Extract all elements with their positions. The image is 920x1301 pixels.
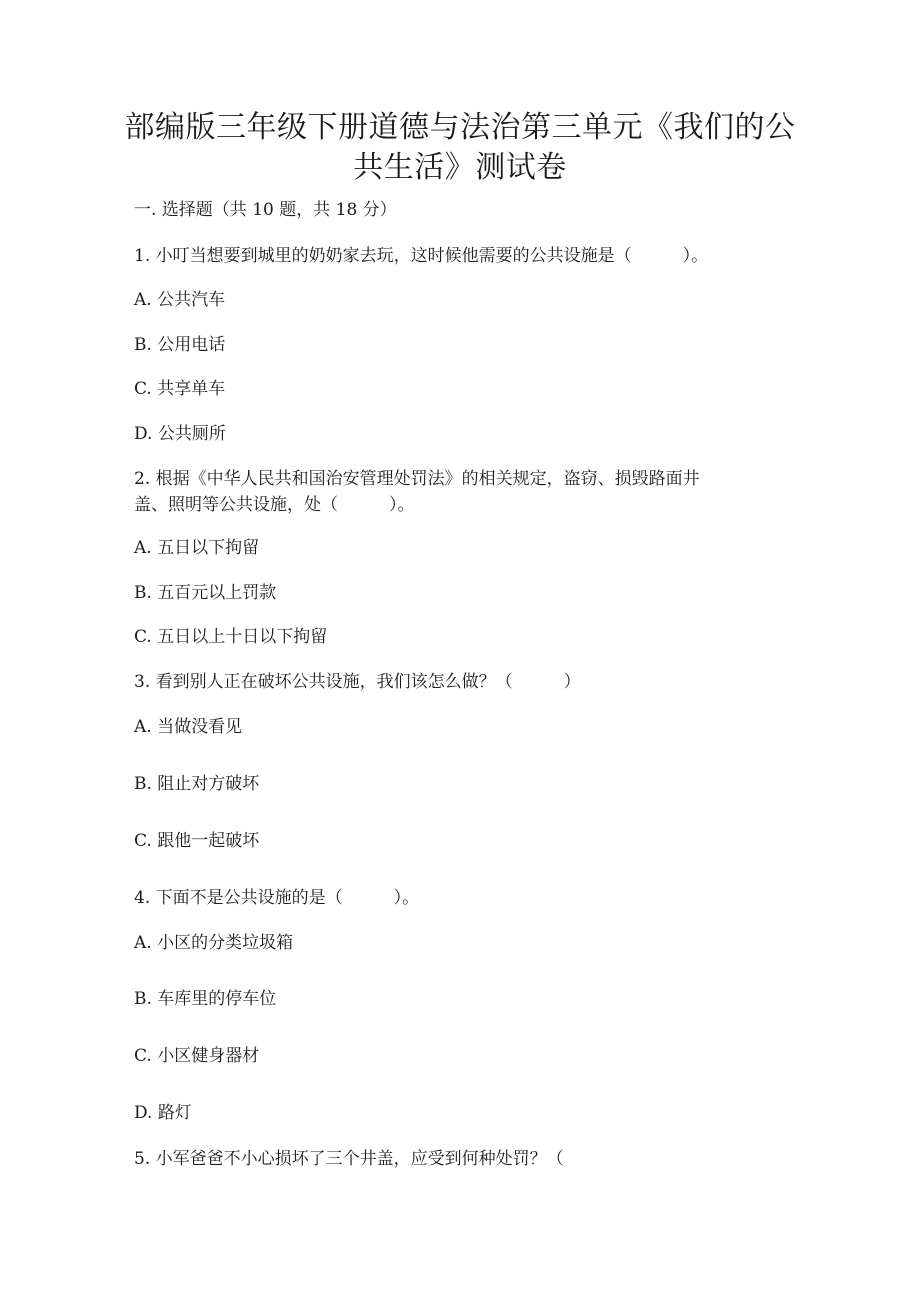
question-1-option-b: B. 公用电话 xyxy=(134,335,226,355)
question-4-option-c: C. 小区健身器材 xyxy=(134,1046,260,1066)
question-1-stem: 1. 小叮当想要到城里的奶奶家去玩，这时候他需要的公共设施是（ ）。 xyxy=(134,246,709,266)
title-line-1: 部编版三年级下册道德与法治第三单元《我们的公 xyxy=(124,110,796,145)
page-title xyxy=(90,108,830,188)
section-heading: 一. 选择题（共 10 题，共 18 分） xyxy=(134,200,397,220)
question-2-stem-line-2: 盖、照明等公共设施，处（ ）。 xyxy=(134,495,415,515)
question-4-stem: 4. 下面不是公共设施的是（ ）。 xyxy=(134,888,420,908)
question-5-stem: 5. 小军爸爸不小心损坏了三个井盖，应受到何种处罚？（ xyxy=(134,1149,564,1169)
question-3-option-c: C. 跟他一起破坏 xyxy=(134,831,260,851)
question-4-option-d: D. 路灯 xyxy=(134,1103,192,1123)
title-line-2: 共生活》测试卷 xyxy=(353,150,567,185)
question-2-stem-line-1: 2. 根据《中华人民共和国治安管理处罚法》的相关规定，盗窃、损毁路面井 xyxy=(134,469,700,489)
question-1-option-c: C. 共享单车 xyxy=(134,379,226,399)
question-2-option-c: C. 五日以上十日以下拘留 xyxy=(134,627,328,647)
question-2-option-a: A. 五日以下拘留 xyxy=(134,538,260,558)
question-1-option-a: A. 公共汽车 xyxy=(134,290,226,310)
question-1-option-d: D. 公共厕所 xyxy=(134,424,226,444)
question-3-option-a: A. 当做没看见 xyxy=(134,717,243,737)
question-3-option-b: B. 阻止对方破坏 xyxy=(134,774,260,794)
question-2-option-b: B. 五百元以上罚款 xyxy=(134,583,277,603)
question-3-stem: 3. 看到别人正在破坏公共设施，我们该怎么做？（ ） xyxy=(134,672,581,692)
question-4-option-a: A. 小区的分类垃圾箱 xyxy=(134,933,294,953)
question-4-option-b: B. 车库里的停车位 xyxy=(134,989,277,1009)
